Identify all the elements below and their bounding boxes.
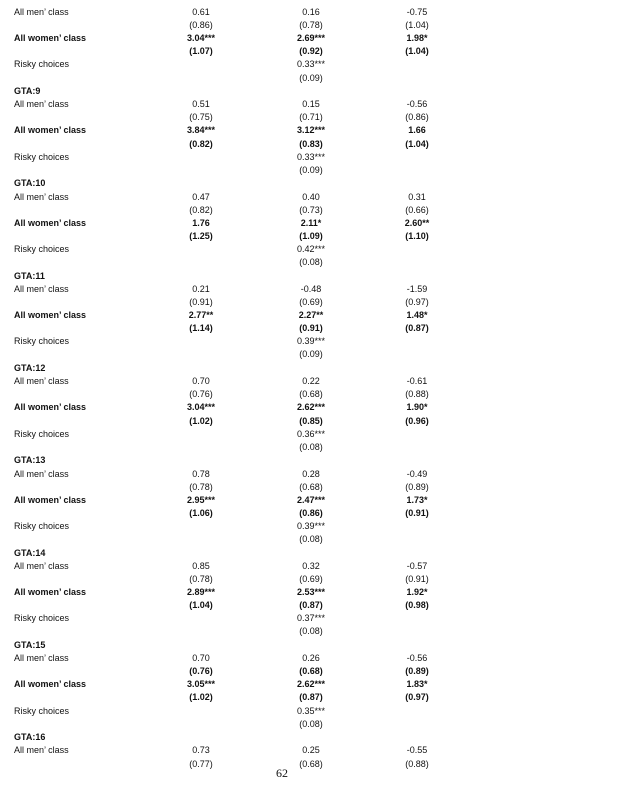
row-label: All women’ class — [14, 218, 87, 228]
cell-c3: (0.89) — [405, 666, 429, 676]
cell-c2: -0.48 — [300, 284, 322, 294]
cell-c1: (1.06) — [189, 508, 213, 518]
cell-c2: (0.92) — [299, 46, 323, 56]
cell-c1: 0.85 — [192, 561, 210, 571]
cell-c2: 2.53*** — [296, 587, 326, 597]
cell-c3: -0.56 — [406, 653, 428, 663]
cell-c2: (0.86) — [299, 508, 323, 518]
cell-c2: 0.33*** — [296, 152, 326, 162]
cell-c2: 0.25 — [302, 745, 320, 755]
section-heading: GTA:11 — [14, 271, 45, 281]
cell-c2: (0.08) — [299, 534, 323, 544]
cell-c2: (0.08) — [299, 626, 323, 636]
cell-c3: (0.66) — [405, 205, 429, 215]
cell-c1: 1.76 — [192, 218, 210, 228]
cell-c3: -0.49 — [406, 469, 428, 479]
cell-c1: 3.05*** — [186, 679, 216, 689]
row-label: Risky choices — [14, 706, 70, 716]
cell-c1: (0.77) — [189, 759, 213, 769]
cell-c3: (0.91) — [405, 574, 429, 584]
section-heading: GTA:12 — [14, 363, 46, 373]
row-label: All women’ class — [14, 33, 87, 43]
cell-c3: -0.57 — [406, 561, 428, 571]
cell-c2: 0.22 — [302, 376, 320, 386]
row-label: Risky choices — [14, 613, 70, 623]
cell-c2: 0.16 — [302, 7, 320, 17]
cell-c2: (0.68) — [299, 666, 323, 676]
cell-c2: (0.68) — [299, 482, 323, 492]
row-label: All women’ class — [14, 125, 87, 135]
row-label: Risky choices — [14, 59, 70, 69]
row-label: All men’ class — [14, 99, 69, 109]
cell-c3: (0.87) — [405, 323, 429, 333]
cell-c3: 1.66 — [408, 125, 426, 135]
cell-c2: 3.12*** — [296, 125, 326, 135]
row-label: All men’ class — [14, 192, 69, 202]
row-label: All women’ class — [14, 310, 87, 320]
cell-c3: (0.97) — [405, 297, 429, 307]
cell-c2: (0.68) — [299, 759, 323, 769]
cell-c2: 0.40 — [302, 192, 320, 202]
cell-c2: (0.09) — [299, 165, 323, 175]
cell-c1: (0.76) — [189, 389, 213, 399]
cell-c2: 0.33*** — [296, 59, 326, 69]
cell-c3: (0.98) — [405, 600, 429, 610]
cell-c1: 0.47 — [192, 192, 210, 202]
cell-c3: 0.31 — [408, 192, 426, 202]
cell-c1: 0.61 — [192, 7, 210, 17]
cell-c3: 1.73* — [406, 495, 428, 505]
row-label: All men’ class — [14, 284, 69, 294]
cell-c1: 0.70 — [192, 376, 210, 386]
row-label: All men’ class — [14, 745, 69, 755]
cell-c2: 2.62*** — [296, 402, 326, 412]
cell-c1: (0.78) — [189, 574, 213, 584]
cell-c2: (0.85) — [299, 416, 323, 426]
cell-c2: (0.09) — [299, 349, 323, 359]
cell-c1: (1.14) — [189, 323, 213, 333]
cell-c1: (1.02) — [189, 416, 213, 426]
cell-c1: (1.04) — [189, 600, 213, 610]
cell-c1: (1.02) — [189, 692, 213, 702]
cell-c3: 1.98* — [406, 33, 428, 43]
cell-c1: 3.04*** — [186, 402, 216, 412]
cell-c2: 0.39*** — [296, 336, 326, 346]
section-heading: GTA:10 — [14, 178, 46, 188]
cell-c1: 0.78 — [192, 469, 210, 479]
cell-c2: 0.35*** — [296, 706, 326, 716]
cell-c3: 1.92* — [406, 587, 428, 597]
cell-c3: 2.60** — [404, 218, 430, 228]
cell-c3: -1.59 — [406, 284, 428, 294]
cell-c2: 0.42*** — [296, 244, 326, 254]
cell-c1: 0.21 — [192, 284, 210, 294]
cell-c1: 3.84*** — [186, 125, 216, 135]
cell-c1: 2.77** — [188, 310, 214, 320]
cell-c2: 0.26 — [302, 653, 320, 663]
cell-c1: (1.07) — [189, 46, 213, 56]
cell-c2: 0.15 — [302, 99, 320, 109]
cell-c3: (0.86) — [405, 112, 429, 122]
cell-c3: -0.75 — [406, 7, 428, 17]
cell-c3: (0.96) — [405, 416, 429, 426]
cell-c2: (0.78) — [299, 20, 323, 30]
cell-c3: (1.04) — [405, 20, 429, 30]
row-label: All women’ class — [14, 679, 87, 689]
row-label: Risky choices — [14, 152, 70, 162]
row-label: Risky choices — [14, 336, 70, 346]
cell-c3: 1.90* — [406, 402, 428, 412]
cell-c2: 2.69*** — [296, 33, 326, 43]
cell-c1: 2.89*** — [186, 587, 216, 597]
cell-c1: (0.75) — [189, 112, 213, 122]
cell-c2: (0.71) — [299, 112, 323, 122]
cell-c2: (0.08) — [299, 719, 323, 729]
cell-c3: 1.48* — [406, 310, 428, 320]
cell-c2: 2.11* — [300, 218, 322, 228]
cell-c1: 0.70 — [192, 653, 210, 663]
row-label: Risky choices — [14, 244, 70, 254]
cell-c2: 2.47*** — [296, 495, 326, 505]
cell-c2: 0.32 — [302, 561, 320, 571]
cell-c2: (0.68) — [299, 389, 323, 399]
row-label: All women’ class — [14, 587, 87, 597]
row-label: All women’ class — [14, 402, 87, 412]
section-heading: GTA:16 — [14, 732, 46, 742]
section-heading: GTA:9 — [14, 86, 41, 96]
cell-c2: (0.08) — [299, 442, 323, 452]
row-label: Risky choices — [14, 429, 70, 439]
cell-c2: (0.87) — [299, 600, 323, 610]
section-heading: GTA:13 — [14, 455, 46, 465]
row-label: All men’ class — [14, 653, 69, 663]
cell-c2: (0.69) — [299, 297, 323, 307]
cell-c2: (0.83) — [299, 139, 323, 149]
cell-c2: (0.73) — [299, 205, 323, 215]
cell-c1: (0.82) — [189, 205, 213, 215]
cell-c3: (1.04) — [405, 139, 429, 149]
cell-c2: (0.08) — [299, 257, 323, 267]
cell-c3: (0.91) — [405, 508, 429, 518]
row-label: Risky choices — [14, 521, 70, 531]
cell-c1: (1.25) — [189, 231, 213, 241]
cell-c1: (0.82) — [189, 139, 213, 149]
cell-c2: 0.28 — [302, 469, 320, 479]
row-label: All men’ class — [14, 7, 69, 17]
cell-c1: (0.76) — [189, 666, 213, 676]
cell-c3: (0.97) — [405, 692, 429, 702]
cell-c3: (1.04) — [405, 46, 429, 56]
cell-c2: 0.37*** — [296, 613, 326, 623]
cell-c1: (0.86) — [189, 20, 213, 30]
cell-c2: 2.62*** — [296, 679, 326, 689]
cell-c2: (0.09) — [299, 73, 323, 83]
cell-c2: (0.91) — [299, 323, 323, 333]
cell-c3: -0.56 — [406, 99, 428, 109]
cell-c3: (1.10) — [405, 231, 429, 241]
page-number: 62 — [276, 766, 288, 780]
cell-c1: 0.51 — [192, 99, 210, 109]
cell-c2: 0.39*** — [296, 521, 326, 531]
cell-c2: (0.87) — [299, 692, 323, 702]
cell-c2: (1.09) — [299, 231, 323, 241]
cell-c3: 1.83* — [406, 679, 428, 689]
cell-c2: (0.69) — [299, 574, 323, 584]
cell-c3: (0.88) — [405, 759, 429, 769]
section-heading: GTA:14 — [14, 548, 46, 558]
row-label: All women’ class — [14, 495, 87, 505]
cell-c3: (0.88) — [405, 389, 429, 399]
section-heading: GTA:15 — [14, 640, 46, 650]
row-label: All men’ class — [14, 376, 69, 386]
cell-c1: 0.73 — [192, 745, 210, 755]
row-label: All men’ class — [14, 561, 69, 571]
cell-c3: (0.89) — [405, 482, 429, 492]
cell-c1: (0.78) — [189, 482, 213, 492]
cell-c2: 0.36*** — [296, 429, 326, 439]
cell-c3: -0.55 — [406, 745, 428, 755]
cell-c2: 2.27** — [298, 310, 324, 320]
cell-c3: -0.61 — [406, 376, 428, 386]
cell-c1: 2.95*** — [186, 495, 216, 505]
cell-c1: (0.91) — [189, 297, 213, 307]
row-label: All men’ class — [14, 469, 69, 479]
cell-c1: 3.04*** — [186, 33, 216, 43]
